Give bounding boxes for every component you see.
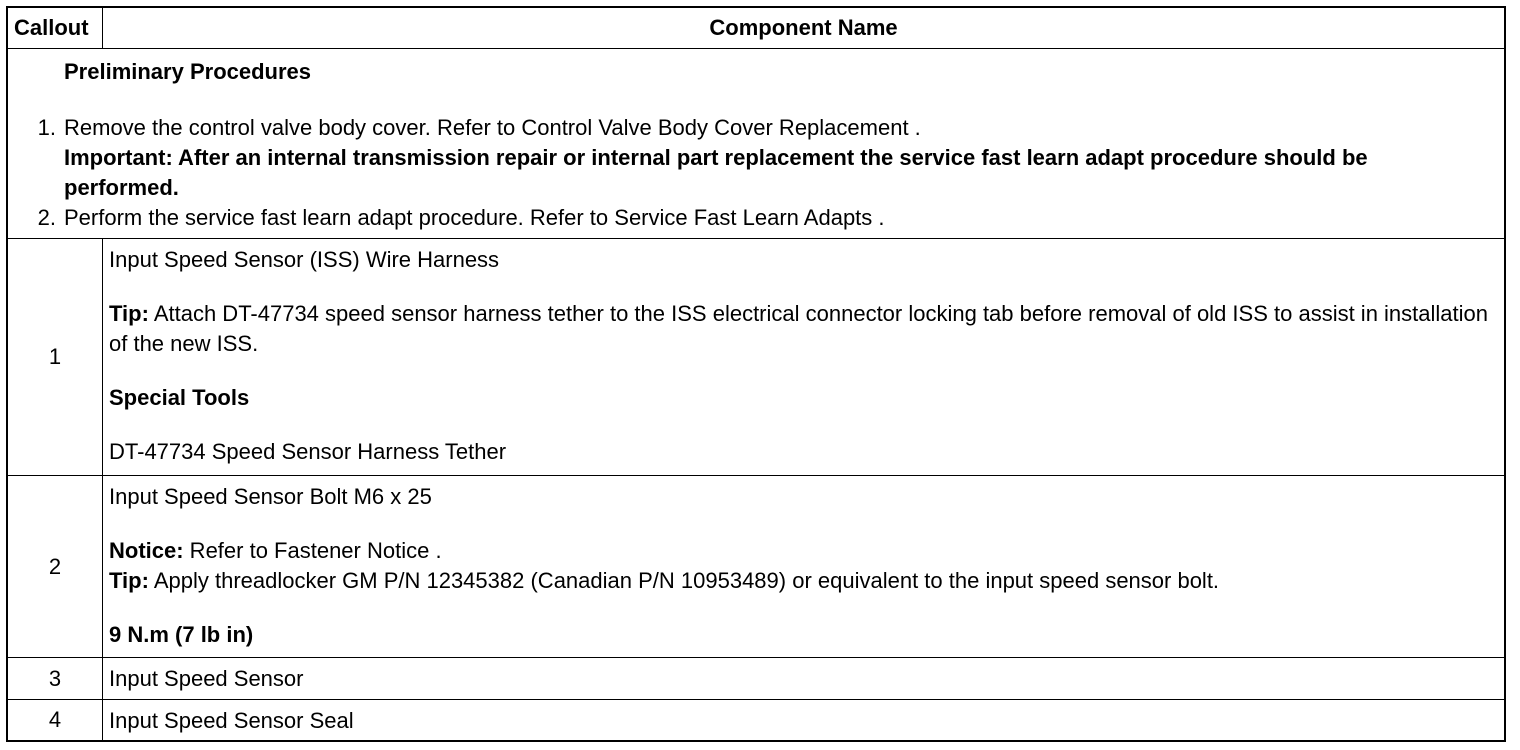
preliminary-procedures-title: Preliminary Procedures [64,59,312,84]
tip-label: Tip: [109,301,149,326]
callout-cell: 2 [8,476,103,658]
step-text: Perform the service fast learn adapt procedure. Refer to Service Fast Learn Adapts . [64,205,885,230]
component-name-column-header: Component Name [103,8,1504,49]
component-name: Input Speed Sensor Seal [109,708,354,733]
tip-label: Tip: [109,568,149,593]
preliminary-procedures-section [8,49,1504,239]
step-text: Remove the control valve body cover. Refer to Control Valve Body Cover Replacement . [64,115,921,140]
notice-note [109,536,1498,566]
step-number: 2. [37,205,56,230]
callout-column-header: Callout [8,8,103,49]
tip-text: Attach DT-47734 speed sensor harness tether to the ISS electrical connector locking tab before removal of old ISS to assist in installation of the new ISS. [109,301,1488,356]
component-name: Input Speed Sensor Bolt M6 x 25 [109,484,432,509]
special-tools-title: Special Tools [109,385,250,410]
special-tool-item: DT-47734 Speed Sensor Harness Tether [109,439,507,464]
important-note: Important: After an internal transmission repair or internal part replacement the service fast learn adapt procedure should be performed. [64,145,1368,200]
tip-note [109,299,1498,359]
notice-label: Notice: [109,538,184,563]
callout-cell: 3 [8,658,103,700]
tip-note [109,566,1498,596]
component-table [6,6,1506,742]
component-cell [103,239,1504,476]
notice-text: Refer to Fastener Notice . [183,538,442,563]
component-cell [103,658,1504,700]
component-name: Input Speed Sensor (ISS) Wire Harness [109,247,500,272]
tip-text: Apply threadlocker GM P/N 12345382 (Canadian P/N 10953489) or equivalent to the input speed sensor bolt. [148,568,1220,593]
torque-spec: 9 N.m (7 lb in) [109,622,254,647]
component-name: Input Speed Sensor [109,666,304,691]
step-number: 1. [37,115,56,140]
component-cell [103,700,1504,740]
callout-cell: 1 [8,239,103,476]
procedure-step-2 [8,203,1504,233]
procedure-step-1 [8,113,1504,143]
component-cell [103,476,1504,658]
callout-cell: 4 [8,700,103,740]
